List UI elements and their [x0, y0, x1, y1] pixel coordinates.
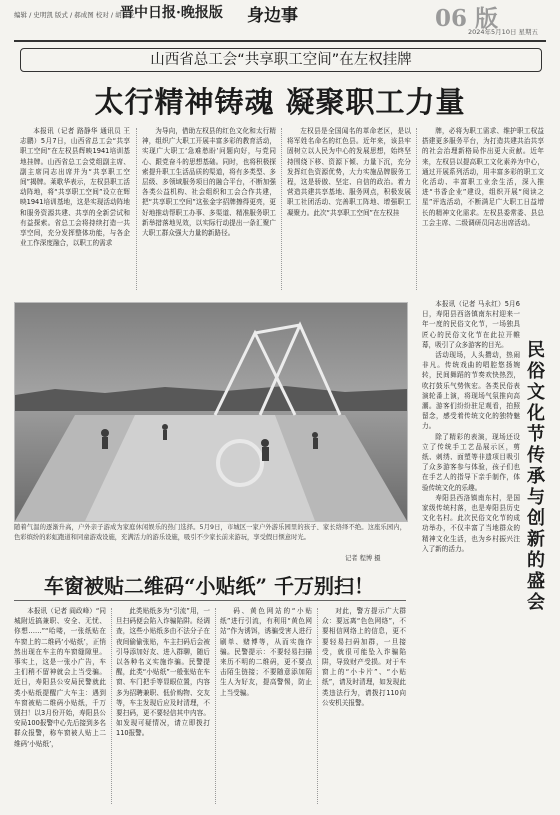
lead-paragraph: 牌，必将为职工需求、维护职工权益搭建更多服务平台，为打造共建共治共享的社会治理新格局作出更大贡献。近年来，左权县以提高职工文化素养为中心，通过开展系列活动，用丰富多彩的职工文化活动、丰富职工业余生活，深入推进“书香企业”建设，组织开展“阅读之星”评选活动，不断满足广大职工日益增长的精神文化需求。左权县委常委、县总工会主席、二级调研员同志出席活动。: [422, 127, 544, 227]
lead-kicker: 山西省总工会“共享职工空间”在左权挂牌: [20, 48, 542, 72]
article-paragraph: 活动现场，人头攒动，热闹非凡。传统戏曲的唱腔悠扬婉转，民间舞蹈的节奏欢快热烈，吹打鼓乐气势恢宏。各类民俗表演轮番上演，将现场气氛推向高潮。游客们纷纷驻足观看，拍照留念，感受着传统文化的独特魅力。: [422, 351, 520, 431]
lead-headline: 太行精神铸魂 凝聚职工力量: [94, 85, 466, 119]
folk-festival-article: [422, 299, 520, 709]
bottom-column-4: [322, 606, 406, 806]
news-photo-playground: [14, 302, 408, 522]
bottom-column-3: [220, 606, 312, 806]
playground-illustration: [15, 303, 407, 521]
staff-credits: 编辑 / 史明凯 版式 / 郝成图 校对 / 胡自龙: [14, 11, 135, 19]
photo-credit: 记者 程博 摄: [345, 555, 381, 562]
issue-date: 2024年5月10日 星期五: [468, 28, 539, 36]
article-paragraph: 除了精彩的表演，现场还设立了传统手工艺品展示区，剪纸、刺绣、面塑等非遗项目吸引了众多游客参与体验，孩子们也在手艺人的指导下亲手制作，体验传统文化的乐趣。: [422, 432, 520, 492]
column-divider: [111, 608, 112, 804]
qr-sticker-headline: 车窗被贴二维码“小贴纸” 千万别扫！: [44, 574, 374, 598]
lead-column-4: [422, 126, 544, 294]
page-number: 06 版: [435, 5, 499, 32]
lead-column-3: [287, 126, 411, 294]
section-title: 身边事: [247, 6, 298, 26]
lead-column-2: [142, 126, 276, 294]
lead-paragraph: 为导向，借助左权县的红色文化和太行精神，组织广大职工开展丰富多彩的教育活动，实现广大职工‘急难愁盼’问题向好，与党同心、跟党奋斗的思想基础。同时，也将积极探索提升职工生活品质的渠道，将有多类型、多层级、多领域服务项目的融合平台，不断加强各类公益机构、社会组织和工会合作共建，把“共享职工空间”这张金字招牌擦得更亮，更好地推动帮职工办事、多渠道、精准服务职工新举措落地见效，以实际行动提出一条汇聚广大职工群众强大力量的新路径。: [142, 127, 276, 238]
column-divider: [136, 128, 137, 290]
header-divider: [14, 40, 546, 42]
bottom-paragraph: 对此，警方提示广大群众：要远离“色色网络”，不要相信网络上的信息，更不要轻易扫码加群，一旦接受，就很可能坠入诈骗陷阱，导致财产受损。对于车窗上的“小卡片”、“小贴纸”，请及时清理，如发现此类违法行为，请拨打110向公安机关报警。: [322, 607, 406, 707]
bottom-column-1: [14, 606, 106, 806]
column-divider: [416, 128, 417, 290]
column-divider: [281, 128, 282, 290]
bottom-paragraph: 本报讯（记者 阎政峰）“同城附近搞兼职、安全、无忧、你想……”“哈喽，一张纸贴在车窗上的二维码‘小贴纸’，正悄然出现在车主的车窗缝隙里。事实上，这是一张小广告，车主们稍不留神就会上当受骗。近日，寿阳县公安局民警就此类小贴纸提醒广大车主：遇到车窗被贴二维码小贴纸，千万别扫！以3月份开始，寿阳县公安局100报警中心先后接到多名群众报警，称车窗被人贴上二维码‘小贴纸’，: [14, 607, 106, 748]
bottom-paragraph: 码、黄色网站的“小贴纸”进行引流，有利用“黄色网站”作为诱饵，诱骗受害人进行刷单、赌博等，从而实施诈骗。民警提示：不要轻易扫描来历不明的二维码，更不要点击陌生链接；不要随意添加陌生人为好友，提高警惕，防止上当受骗。: [220, 607, 312, 697]
headline-divider: [14, 600, 406, 601]
lead-paragraph: 本报讯（记者 路静华 通讯员 王志鹏）5月7日，山西省总工会“共享职工空间”在左权县辉映1941培训基地挂牌。山西省总工会党组副主席、副主席同志出席并为“共享职工空间”揭牌。莱歌华表示，左权县职工活动阵地，将“共享职工空间”设立在辉映1941培训基地，这是实现活动阵地和服务资源共建、共享的全新尝试和有益探索。省总工会将持续打造一共享空间，充分发挥整体功能，与各企业工作深度融合，以职工的需求: [20, 127, 130, 248]
lead-paragraph: 左权县是全国闻名的革命老区，是以将军姓名命名的红色县。近年来，该县牢固树立以人民为中心的发展思想，始终坚持围绕下移、资源下倾、力量下沉，充分发挥红色资源优势，大力实施品牌服务工程，这是骄傲、坚定、自信的政治。着力营造共建共享基地、服务网点，积极发展职工社团活动、完善职工阵地、增强职工凝聚力。此次“共享职工空间”在左权挂: [287, 127, 411, 217]
article-paragraph: 本报讯（记者 马永红）5月6日，寿阳县西洛镇南东村迎来一年一度的民俗文化节，一场独具匠心的民俗文化节在此拉开帷幕，吸引了众多游客的目光。: [422, 300, 520, 349]
folk-festival-headline: 民俗文化节 传承与创新的盛会: [527, 340, 545, 613]
article-paragraph: 寿阳县西洛镇南东村，是国家级传统村落，也是寿阳县历史文化名村。此次民俗文化节的成功举办，不仅丰富了当地群众的精神文化生活，也为乡村振兴注入了新的活力。: [422, 493, 520, 553]
column-divider: [215, 608, 216, 804]
bottom-column-2: [116, 606, 210, 806]
photo-caption: 随着气温的逐渐升高，户外亲子游成为家庭休闲娱乐的热门选择。5月9日，市城区一家户外游乐园里的孩子、家长络绎不绝。这座乐园内，色彩缤纷的彩虹跑道和同童游戏设施，充满活力的游乐设施，吸引不少家长前来游玩，享受假日惬意时光。: [14, 524, 406, 541]
newspaper-brand: 晋中日报·晚报版: [120, 5, 223, 21]
lead-column-1: [20, 126, 130, 294]
column-divider: [317, 608, 318, 804]
bottom-paragraph: 此类贴纸多为“引流”用，一旦扫码便会陷入诈骗陷阱。经调查，这些小贴纸多由不法分子在夜间偷偷张贴，车主扫码后会被引导添加好友、进入群聊，随后以各种名义实施诈骗。民警提醒，此类“小贴纸”一般张贴在车窗、车门把手等显眼位置，内容多为招聘兼职、低价购物、交友等，车主发现后应及时清理，不要扫码，更不要轻信其中内容。如发现可疑情况，请立即拨打110报警。: [116, 607, 210, 738]
